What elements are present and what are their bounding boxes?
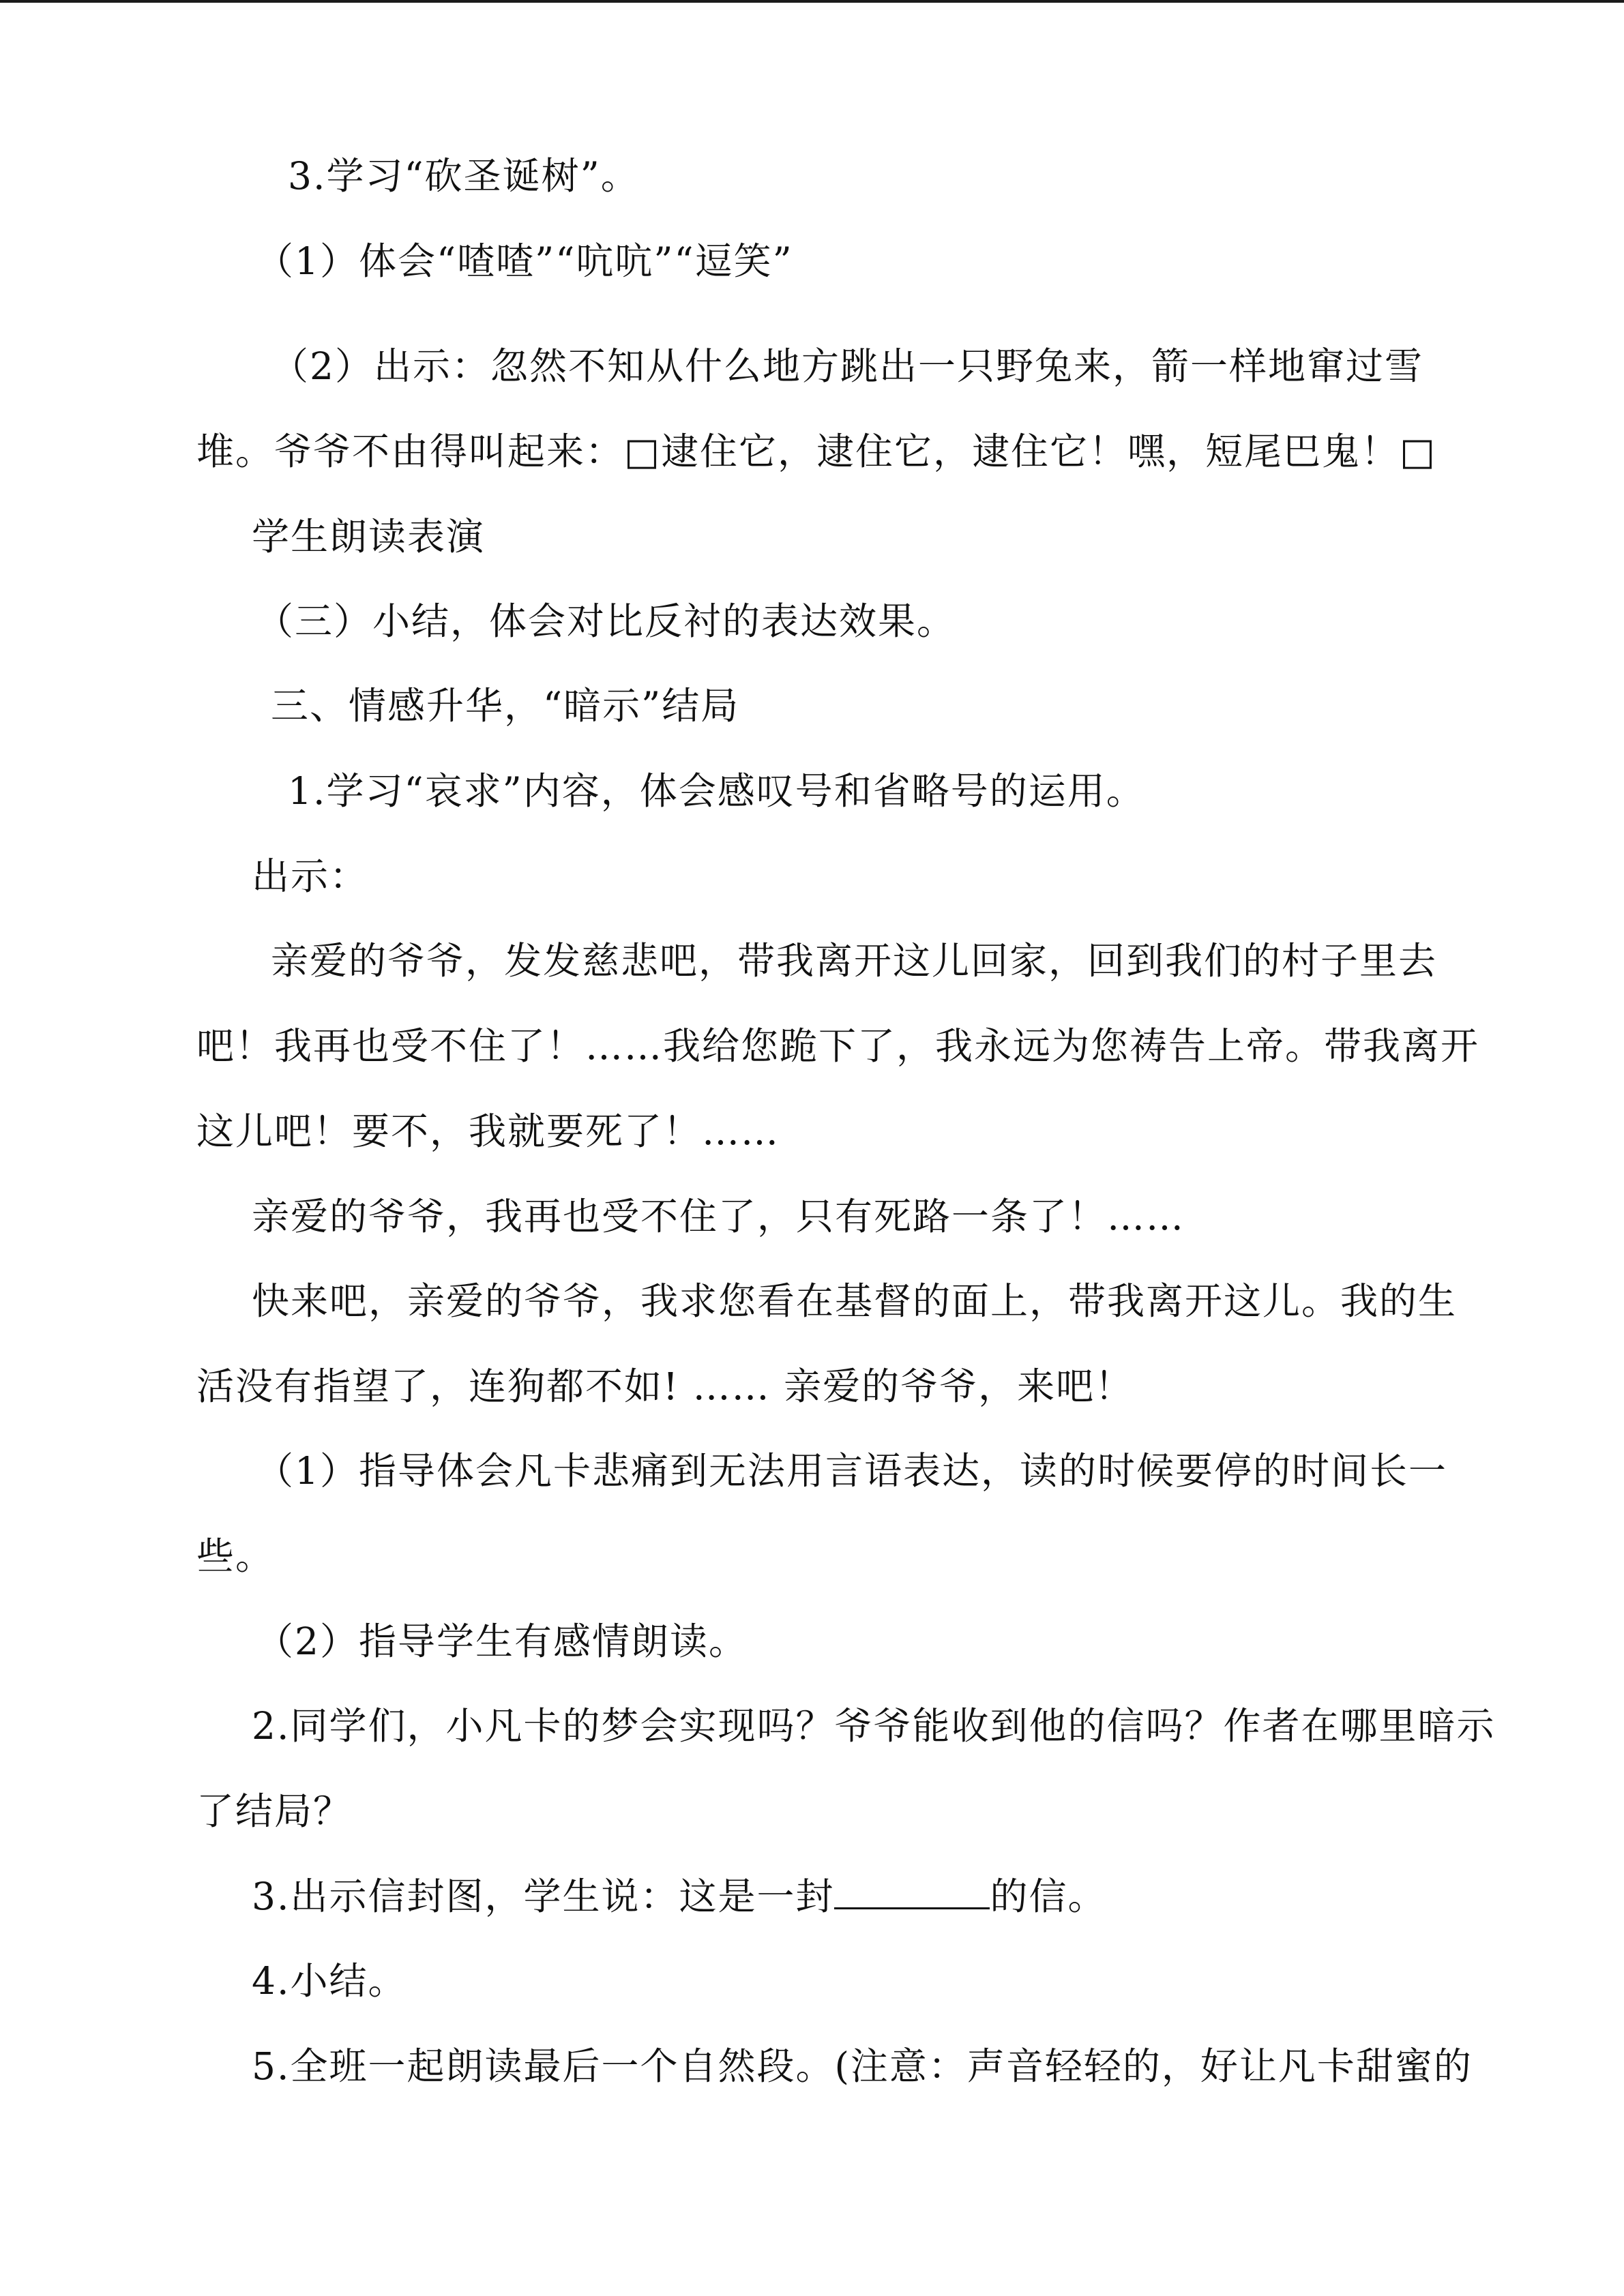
heading-plea: 1.学习“哀求”内容，体会感叹号和省略号的运用。 [288,769,1145,813]
paragraph-envelope [252,1873,1107,1920]
paragraph-question: 2.同学们，小凡卡的梦会实现吗？爷爷能收到他的信吗？作者在哪里暗示 [252,1704,1496,1748]
quote-plea-3-cont: 活没有指望了，连狗都不如! …… 亲爱的爷爷，来吧！ [196,1365,1134,1408]
paragraph-guide-feel-cont: 些。 [196,1534,275,1578]
quote-plea-1-end: 这儿吧！要不，我就要死了！…… [196,1109,780,1153]
paragraph-guide-feel: （1）指导体会凡卡悲痛到无法用言语表达，读的时候要停的时间长一 [256,1449,1447,1493]
paragraph-show-rabbit-cont: 堆。爷爷不由得叫起来：□逮住它，逮住它，逮住它！嘿，短尾巴鬼！□ [196,430,1436,473]
paragraph-summary: （三）小结，体会对比反衬的表达效果。 [256,599,956,643]
paragraph-read-last: 5.全班一起朗读最后一个自然段。(注意：声音轻轻的，好让凡卡甜蜜的 [252,2044,1473,2088]
paragraph-guide-read: （2）指导学生有感情朗读。 [256,1620,748,1663]
quote-plea-3: 快来吧，亲爱的爷爷，我求您看在基督的面上，带我离开这儿。我的生 [252,1279,1458,1323]
heading-cut-tree: 3.学习“砍圣诞树”。 [288,154,640,198]
paragraph-question-cont: 了结局？ [196,1789,353,1833]
paragraph-summary-2: 4.小结。 [252,1959,407,2003]
quote-plea-2: 亲爱的爷爷，我再也受不住了，只有死路一条了！…… [252,1195,1185,1238]
label-show: 出示： [252,854,369,898]
fill-in-after: 的信。 [990,1875,1107,1918]
paragraph-show-rabbit: （2）出示：忽然不知从什么地方跳出一只野兔来，箭一样地窜过雪 [271,344,1423,388]
fill-in-blank [834,1873,990,1909]
quote-plea-1-cont: 吧！我再也受不住了！……我给您跪下了，我永远为您祷告上帝。带我离开 [196,1024,1480,1068]
fill-in-before: 3.出示信封图，学生说：这是一封 [252,1875,835,1918]
paragraph-read-act: 学生朗读表演 [252,515,486,558]
quote-plea-1: 亲爱的爷爷，发发慈悲吧，带我离开这儿回家，回到我们的村子里去 [271,939,1438,983]
section-heading-three: 三、情感升华，“暗示”结局 [271,684,740,728]
paragraph-sound-words: （1）体会“喳喳”“吭吭”“逗笑” [256,239,793,283]
